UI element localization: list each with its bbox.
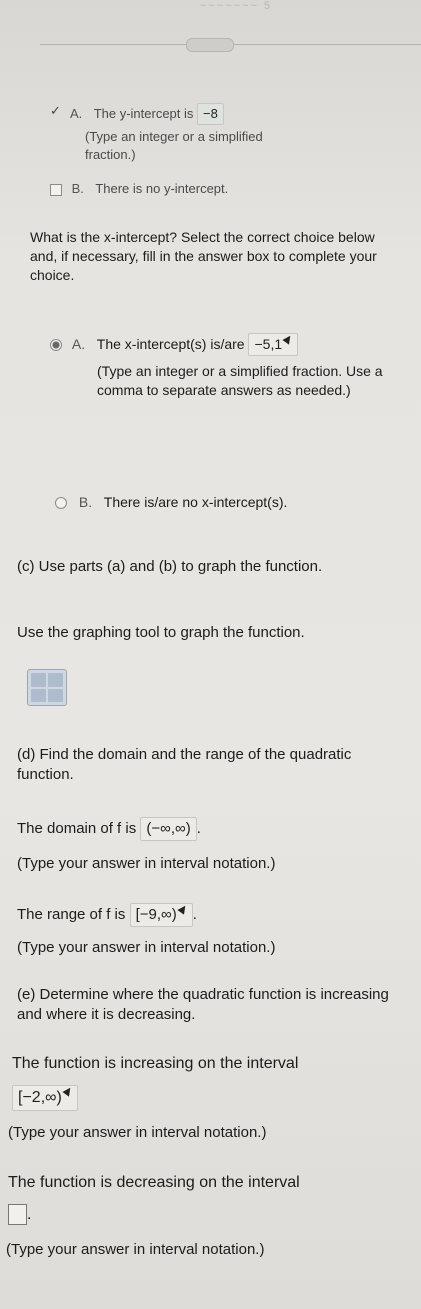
x-intercept-text: The x-intercept(s) is/are bbox=[96, 336, 245, 352]
domain-text: The domain of f is bbox=[17, 820, 137, 837]
option-b-label: B. bbox=[78, 494, 93, 510]
grid-cell bbox=[48, 689, 63, 703]
checkbox[interactable] bbox=[50, 184, 62, 196]
option-a-label: A. bbox=[71, 336, 86, 352]
x-intercept-option-b[interactable] bbox=[55, 493, 395, 512]
no-y-intercept-text: There is no y-intercept. bbox=[95, 181, 229, 196]
graphing-tool-icon[interactable] bbox=[27, 669, 67, 706]
x-intercept-answer-box[interactable] bbox=[248, 333, 298, 356]
range-hint: (Type your answer in interval notation.) bbox=[17, 939, 276, 956]
range-line bbox=[17, 903, 407, 927]
range-answer-box[interactable] bbox=[130, 903, 193, 927]
domain-line bbox=[17, 817, 407, 841]
range-value: [−9,∞) bbox=[135, 906, 177, 923]
part-d-text: (d) Find the domain and the range of the quadratic function. bbox=[17, 746, 352, 784]
y-intercept-option-b[interactable] bbox=[50, 180, 390, 198]
increasing-hint: (Type your answer in interval notation.) bbox=[8, 1124, 267, 1141]
domain-answer-box[interactable]: (−∞,∞) bbox=[140, 817, 196, 841]
part-e-text: (e) Determine where the quadratic function is increasing and where it is decreasing. bbox=[17, 986, 389, 1024]
increasing-answer-line bbox=[12, 1085, 78, 1111]
cursor-mark-icon bbox=[62, 1085, 73, 1096]
header-faint-text: ~~~~~~~ 5 bbox=[200, 0, 273, 12]
x-intercept-hint: (Type an integer or a simplified fraction. Use a comma to separate answers as needed.) bbox=[97, 363, 383, 398]
grid-cell bbox=[48, 673, 63, 687]
x-intercept-value: −5,1 bbox=[254, 336, 283, 352]
part-c-text: (c) Use parts (a) and (b) to graph the function. bbox=[17, 558, 323, 575]
range-period: . bbox=[192, 906, 197, 923]
grid-cell bbox=[31, 673, 46, 687]
domain-period: . bbox=[196, 820, 201, 837]
x-intercept-option-a[interactable] bbox=[50, 333, 410, 356]
grid-cell bbox=[31, 689, 46, 703]
increasing-value: [−2,∞) bbox=[18, 1089, 62, 1106]
cursor-mark-icon bbox=[177, 903, 188, 914]
y-intercept-text: The y-intercept is bbox=[93, 106, 194, 121]
decreasing-period: . bbox=[27, 1206, 32, 1223]
radio-selected[interactable] bbox=[50, 339, 62, 351]
option-b-label: B. bbox=[71, 181, 84, 196]
y-intercept-answer-box[interactable]: −8 bbox=[197, 103, 224, 125]
y-intercept-hint: (Type an integer or a simplified fraction.) bbox=[85, 129, 263, 162]
decreasing-answer-box[interactable] bbox=[8, 1204, 27, 1225]
part-c-instruction: Use the graphing tool to graph the function. bbox=[17, 624, 305, 641]
radio-unselected[interactable] bbox=[55, 497, 67, 509]
option-a-label: A. bbox=[70, 106, 83, 121]
no-x-intercept-text: There is/are no x-intercept(s). bbox=[103, 494, 288, 510]
increasing-answer-box[interactable] bbox=[12, 1085, 78, 1111]
cursor-mark-icon bbox=[283, 333, 294, 344]
selected-check-icon: ✓ bbox=[50, 103, 61, 118]
domain-hint: (Type your answer in interval notation.) bbox=[17, 855, 276, 872]
decreasing-text: The function is decreasing on the interval bbox=[8, 1174, 300, 1191]
increasing-text: The function is increasing on the interval bbox=[12, 1055, 299, 1072]
y-intercept-option-a[interactable] bbox=[70, 103, 400, 125]
range-text: The range of f is bbox=[17, 906, 126, 923]
decreasing-answer-line bbox=[8, 1204, 31, 1226]
x-intercept-question: What is the x-intercept? Select the correct choice below and, if necessary, fill in the answer box to complete your choice. bbox=[30, 229, 377, 283]
collapse-handle[interactable] bbox=[186, 38, 234, 52]
decreasing-hint: (Type your answer in interval notation.) bbox=[6, 1241, 265, 1258]
